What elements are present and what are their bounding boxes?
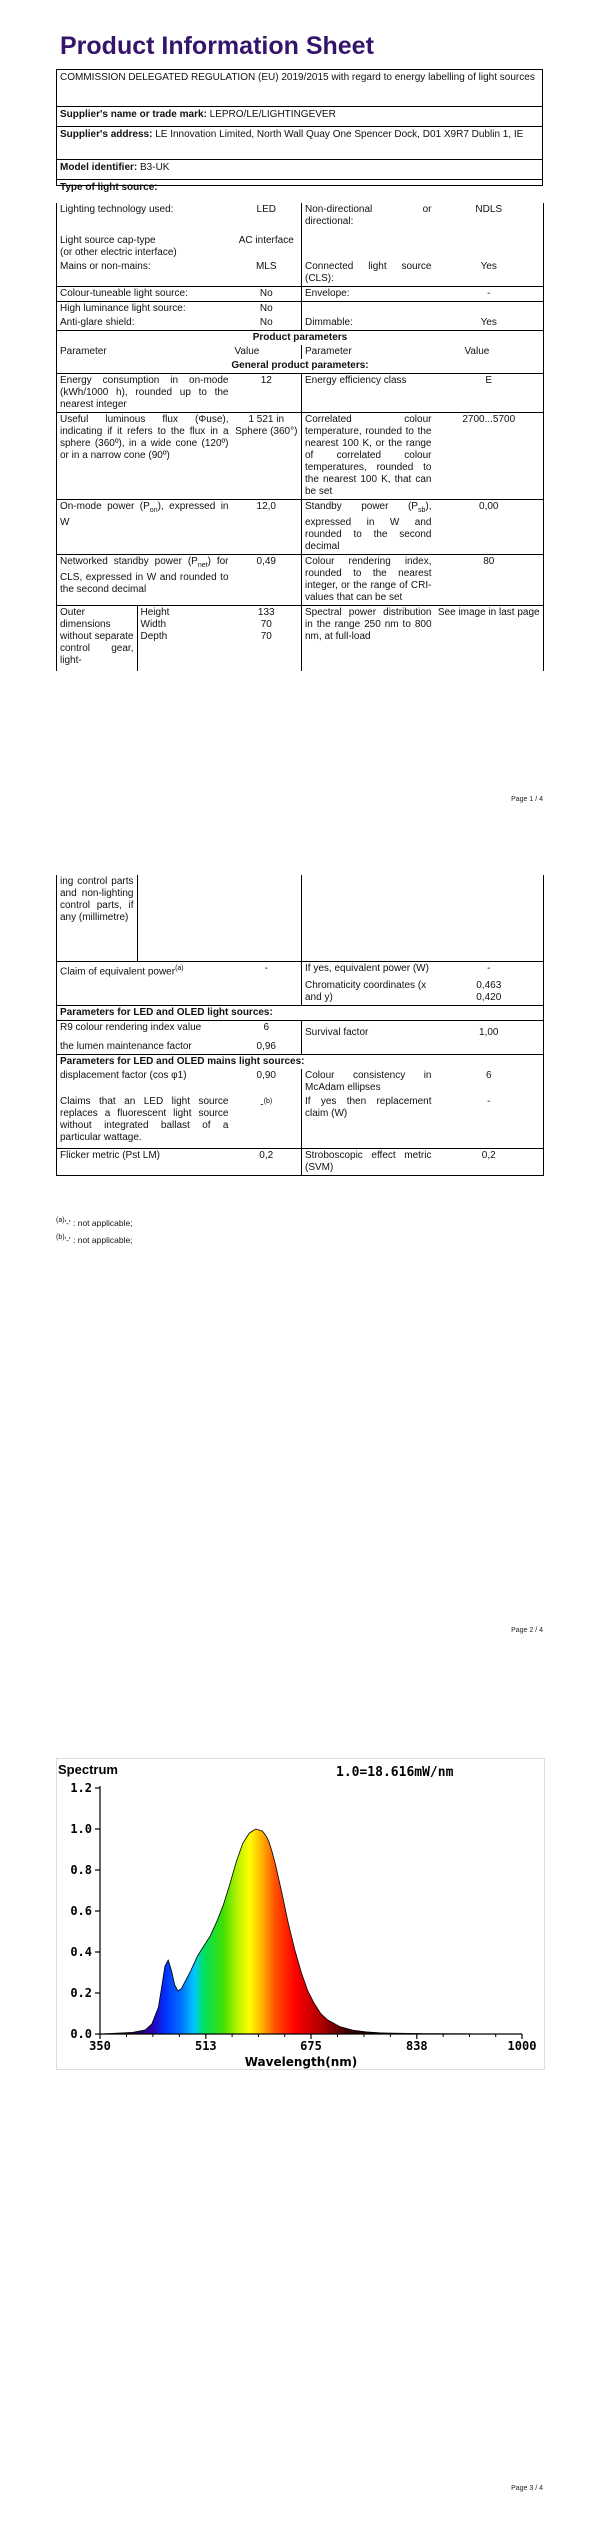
survival-value: 1,00 bbox=[435, 1021, 544, 1041]
cct-label: Correlated colour temperature, rounded to the nearest 100 K, or the range of correlated colour temperatures, rounded to the nearest 100 K, that can be set bbox=[302, 413, 435, 500]
y-tick-label-5: 1.0 bbox=[70, 1822, 92, 1836]
x-tick-label-2: 675 bbox=[300, 2039, 322, 2053]
width-label: Width bbox=[140, 619, 167, 630]
footnote-a-text: '-' : not applicable; bbox=[64, 1217, 133, 1228]
outer-dimensions-label: Outer dimensions without separate control gear, light- bbox=[57, 606, 137, 671]
lumen-maintenance-label: the lumen maintenance factor bbox=[57, 1040, 232, 1055]
page-number: Page 1 / 4 bbox=[511, 796, 543, 803]
general-params-heading: General product parameters: bbox=[57, 359, 544, 374]
led-params-heading: Parameters for LED and OLED light sources: bbox=[57, 1006, 544, 1021]
value-header-2: Value bbox=[435, 345, 544, 359]
standby-sub: sb bbox=[417, 507, 426, 514]
parameter-header-1: Parameter bbox=[57, 345, 232, 359]
standby-power-label bbox=[302, 500, 435, 555]
chart-annotation: 1.0=18.616mW/nm bbox=[336, 1765, 454, 1780]
equiv-yes-value: - bbox=[435, 962, 544, 980]
dimmable-label: Dimmable: bbox=[302, 316, 435, 331]
claims-sup: (b) bbox=[263, 1098, 273, 1106]
outer-dimensions-cont-cell bbox=[57, 875, 232, 962]
standby-power-value: 0,00 bbox=[435, 500, 544, 555]
supplier-address-label: Supplier's address: bbox=[60, 129, 153, 140]
chroma-y: 0,420 bbox=[476, 992, 502, 1004]
equivalent-power-label bbox=[57, 962, 232, 980]
networked-label-a: Networked standby power (P bbox=[60, 556, 198, 567]
connected-value: Yes bbox=[435, 260, 544, 287]
x-tick-label-1: 513 bbox=[194, 2039, 217, 2053]
outer-dimensions-cell bbox=[57, 606, 232, 672]
colour-tuneable-value: No bbox=[232, 287, 302, 302]
high-lum-label: High luminance light source: bbox=[57, 302, 232, 317]
y-tick-label-6: 1.2 bbox=[70, 1781, 92, 1795]
footnote-a-sup: (a) bbox=[56, 1217, 65, 1224]
energy-class-label: Energy efficiency class bbox=[302, 374, 435, 413]
r9-value: 6 bbox=[232, 1021, 302, 1041]
anti-glare-value: No bbox=[232, 316, 302, 331]
consistency-value: 6 bbox=[435, 1069, 544, 1095]
y-tick-label-3: 0.6 bbox=[70, 1904, 92, 1918]
equivalent-power-value: - bbox=[232, 962, 302, 980]
page-title: Product Information Sheet bbox=[60, 32, 374, 60]
regulation-text: COMMISSION DELEGATED REGULATION (EU) 2019/2015 with regard to energy labelling of light sources bbox=[60, 72, 535, 83]
networked-sub: net bbox=[197, 562, 208, 569]
y-tick-label-4: 0.8 bbox=[70, 1863, 92, 1877]
cct-value: 2700...5700 bbox=[435, 413, 544, 500]
standby-label-b: ), expressed in W and rounded to the second decimal bbox=[305, 501, 432, 552]
flicker-value: 0,2 bbox=[232, 1149, 302, 1176]
model-label: Model identifier: bbox=[60, 162, 138, 173]
flux-line-2: Sphere (360°) bbox=[235, 426, 298, 437]
chroma-x: 0,463 bbox=[476, 980, 502, 992]
energy-consumption-value: 12 bbox=[232, 374, 302, 413]
cri-value: 80 bbox=[435, 555, 544, 606]
cap-label bbox=[57, 229, 232, 260]
height-value: 133 bbox=[257, 607, 275, 618]
onmode-label-a: On-mode power (P bbox=[60, 501, 150, 512]
chromaticity-label: Chromaticity coordinates (x and y) bbox=[302, 979, 435, 1006]
onmode-sub: on bbox=[149, 507, 158, 514]
replacement-label: If yes then replacement claim (W) bbox=[302, 1095, 435, 1149]
height-label: Height bbox=[140, 607, 170, 618]
mains-value: MLS bbox=[232, 260, 302, 287]
footnote-b-sup: (b) bbox=[56, 1234, 65, 1241]
standby-label-a: Standby power (P bbox=[305, 501, 418, 512]
anti-glare-label: Anti-glare shield: bbox=[57, 316, 232, 331]
directional-label: Non-directional or directional: bbox=[305, 204, 432, 227]
value-header-1: Value bbox=[232, 345, 302, 359]
spectral-value: See image in last page bbox=[435, 606, 544, 672]
displacement-label: displacement factor (cos φ1) bbox=[57, 1069, 232, 1095]
y-tick-label-1: 0.2 bbox=[70, 1986, 92, 2000]
y-tick-label-2: 0.4 bbox=[70, 1945, 92, 1959]
dimension-values bbox=[232, 606, 302, 672]
onmode-label-b: ), expressed in W bbox=[60, 501, 229, 528]
chart-title: Spectrum bbox=[58, 1762, 118, 1777]
lighting-tech-label: Lighting technology used: bbox=[57, 203, 232, 229]
mains-params-heading: Parameters for LED and OLED mains light sources: bbox=[57, 1055, 544, 1070]
y-tick-label-0: 0.0 bbox=[70, 2027, 92, 2041]
supplier-name: LEPRO/LE/LIGHTINGEVER bbox=[209, 109, 336, 120]
footnote-b-text: '-' : not applicable; bbox=[64, 1234, 133, 1245]
networked-standby-label bbox=[57, 555, 232, 606]
r9-label: R9 colour rendering index value bbox=[57, 1021, 232, 1041]
claims-label: Claims that an LED light source replaces a fluorescent light source without integrated ballast of a particular wattage. bbox=[57, 1095, 232, 1149]
mains-label: Mains or non-mains: bbox=[57, 260, 232, 287]
strobo-label: Stroboscopic effect metric (SVM) bbox=[302, 1149, 435, 1176]
onmode-power-value: 12,0 bbox=[232, 500, 302, 555]
light-source-table bbox=[56, 203, 544, 671]
supplier-address-row bbox=[57, 126, 542, 159]
type-label: Type of light source: bbox=[57, 179, 542, 198]
x-tick-label-0: 350 bbox=[89, 2039, 111, 2053]
chromaticity-value bbox=[435, 979, 544, 1006]
claims-value bbox=[232, 1095, 302, 1149]
cap-label-line-1: Light source cap-type bbox=[60, 235, 156, 246]
supplier-name-label: Supplier's name or trade mark: bbox=[60, 109, 207, 120]
depth-label: Depth bbox=[140, 631, 168, 642]
x-tick-label-3: 838 bbox=[405, 2039, 428, 2053]
supplier-name-row bbox=[57, 106, 542, 126]
energy-consumption-label: Energy consumption in on-mode (kWh/1000 h), rounded up to the nearest integer bbox=[57, 374, 232, 413]
claims-dash: - bbox=[260, 1099, 264, 1111]
survival-label: Survival factor bbox=[305, 1027, 369, 1039]
replacement-value: - bbox=[435, 1095, 544, 1149]
onmode-power-label bbox=[57, 500, 232, 555]
equiv-yes-label: If yes, equivalent power (W) bbox=[305, 963, 429, 974]
depth-value: 70 bbox=[260, 631, 272, 642]
envelope-value: - bbox=[435, 287, 544, 302]
strobo-value: 0,2 bbox=[435, 1149, 544, 1176]
model-row bbox=[57, 159, 542, 179]
lumen-maintenance-value: 0,96 bbox=[232, 1040, 302, 1055]
x-tick-label-4: 1000 bbox=[507, 2039, 537, 2053]
page-number: Page 3 / 4 bbox=[511, 2485, 543, 2492]
networked-standby-value: 0,49 bbox=[232, 555, 302, 606]
header-box bbox=[56, 69, 543, 193]
directional-value: NDLS bbox=[435, 203, 544, 229]
spectral-label: Spectral power distribution in the range 250 nm to 800 nm, at full-load bbox=[305, 607, 432, 642]
model-identifier: B3-UK bbox=[140, 162, 170, 173]
envelope-label: Envelope: bbox=[302, 287, 435, 302]
parameter-header-2: Parameter bbox=[305, 346, 352, 357]
cri-label: Colour rendering index, rounded to the nearest integer, or the range of CRI-values that can be set bbox=[302, 555, 435, 606]
outer-dimensions-cont: ing control parts and non-lighting control parts, if any (millimetre) bbox=[57, 875, 137, 961]
dimension-labels bbox=[137, 606, 232, 671]
continued-table bbox=[56, 875, 544, 1176]
flux-line-1: 1 521 in bbox=[248, 414, 285, 425]
luminous-flux-label: Useful luminous flux (Φuse), indicating if it refers to the flux in a sphere (360º), in a wide cone (120º) or in a narrow cone (90º) bbox=[57, 413, 232, 500]
x-axis-label: Wavelength(nm) bbox=[244, 2055, 358, 2069]
connected-label: Connected light source (CLS): bbox=[302, 260, 435, 287]
lighting-tech-value: LED bbox=[232, 203, 302, 229]
width-value: 70 bbox=[260, 619, 272, 630]
energy-class-value: E bbox=[435, 374, 544, 413]
equiv-label-text: Claim of equivalent power bbox=[60, 966, 176, 978]
page-2 bbox=[0, 875, 595, 1665]
networked-label-b: ) for CLS, expressed in W and rounded to the second decimal bbox=[60, 556, 229, 595]
consistency-label: Colour consistency in McAdam ellipses bbox=[305, 1070, 432, 1094]
displacement-value: 0,90 bbox=[232, 1069, 302, 1095]
product-params-heading: Product parameters bbox=[57, 331, 544, 346]
supplier-address: LE Innovation Limited, North Wall Quay One Spencer Dock, D01 X9R7 Dublin 1, IE bbox=[155, 129, 524, 140]
page-1 bbox=[0, 0, 595, 813]
cap-value: AC interface bbox=[232, 229, 302, 260]
footnote-b bbox=[56, 1234, 133, 1245]
equiv-sup: (a) bbox=[175, 965, 184, 972]
luminous-flux-value bbox=[232, 413, 302, 500]
dimmable-value: Yes bbox=[435, 316, 544, 331]
page-number: Page 2 / 4 bbox=[511, 1627, 543, 1634]
footnote-a bbox=[56, 1217, 133, 1228]
colour-tuneable-label: Colour-tuneable light source: bbox=[57, 287, 232, 302]
flicker-label: Flicker metric (Pst LM) bbox=[57, 1149, 232, 1176]
cap-label-line-2: (or other electric interface) bbox=[60, 247, 177, 258]
high-lum-value: No bbox=[232, 302, 302, 317]
spectrum-chart bbox=[56, 1758, 545, 2070]
